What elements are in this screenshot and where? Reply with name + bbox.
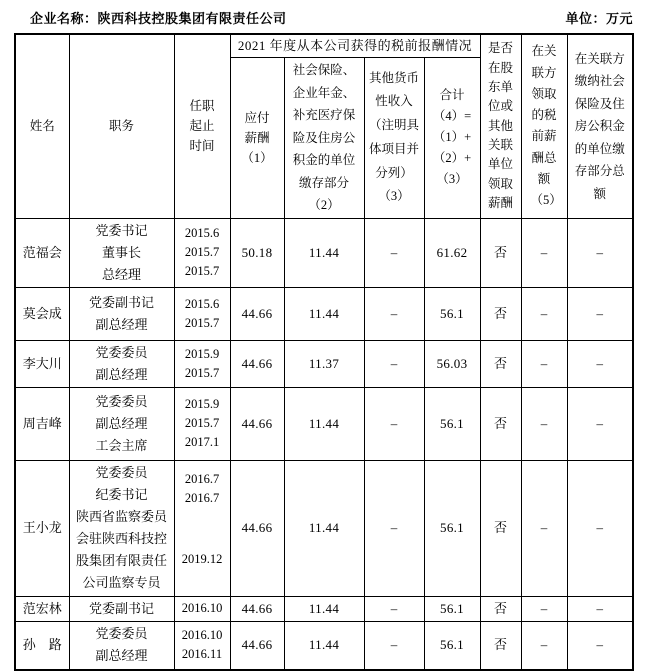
cell-total: 61.62: [424, 218, 480, 287]
cell-shareholder: 否: [480, 621, 521, 670]
cell-social: 11.44: [284, 287, 364, 340]
cell-positions: 党委副书记 副总经理: [69, 287, 174, 340]
cell-shareholder: 否: [480, 460, 521, 596]
cell-social: 11.44: [284, 621, 364, 670]
cell-pay: 44.66: [230, 596, 284, 621]
cell-pay: 44.66: [230, 387, 284, 460]
header-related-social: 在关联方缴纳社会保险及住房公积金的单位缴存部分总额: [567, 34, 633, 218]
cell-social: 11.44: [284, 218, 364, 287]
page-header: [30, 8, 633, 27]
cell-related-social: –: [567, 621, 633, 670]
cell-related-pay: –: [521, 596, 567, 621]
table-row: [15, 218, 633, 287]
cell-social: 11.44: [284, 387, 364, 460]
cell-dates: 2016.7 2016.7 2019.12: [174, 460, 230, 596]
cell-other: –: [364, 218, 424, 287]
table-row: [15, 287, 633, 340]
cell-dates: 2016.10: [174, 596, 230, 621]
cell-related-social: –: [567, 340, 633, 387]
table-row: [15, 596, 633, 621]
cell-pay: 50.18: [230, 218, 284, 287]
cell-name: 孙 路: [15, 621, 69, 670]
cell-related-pay: –: [521, 460, 567, 596]
unit-label: 单位：万元: [565, 11, 633, 26]
cell-pay: 44.66: [230, 621, 284, 670]
cell-name: 周吉峰: [15, 387, 69, 460]
cell-related-pay: –: [521, 340, 567, 387]
table-header: [15, 34, 633, 218]
cell-name: 范福会: [15, 218, 69, 287]
cell-other: –: [364, 596, 424, 621]
cell-related-pay: –: [521, 287, 567, 340]
cell-shareholder: 否: [480, 596, 521, 621]
cell-name: 王小龙: [15, 460, 69, 596]
header-related-pay: 在关联方领取的税前薪酬总额（5）: [521, 34, 567, 218]
cell-positions: 党委委员 副总经理 工会主席: [69, 387, 174, 460]
cell-shareholder: 否: [480, 387, 521, 460]
cell-dates: 2016.10 2016.11: [174, 621, 230, 670]
cell-total: 56.1: [424, 621, 480, 670]
cell-total: 56.1: [424, 287, 480, 340]
cell-positions: 党委委员 副总经理: [69, 340, 174, 387]
cell-dates: 2015.9 2015.7 2017.1: [174, 387, 230, 460]
cell-total: 56.1: [424, 387, 480, 460]
cell-name: 李大川: [15, 340, 69, 387]
cell-positions: 党委委员 副总经理: [69, 621, 174, 670]
cell-social: 11.37: [284, 340, 364, 387]
cell-positions: 党委书记 董事长 总经理: [69, 218, 174, 287]
table-row: [15, 340, 633, 387]
header-social-insurance: 社会保险、企业年金、补充医疗保险及住房公积金的单位缴存部分（2）: [284, 58, 364, 219]
cell-related-pay: –: [521, 218, 567, 287]
cell-positions: 党委副书记: [69, 596, 174, 621]
cell-other: –: [364, 340, 424, 387]
cell-shareholder: 否: [480, 287, 521, 340]
table-row: [15, 460, 633, 596]
cell-related-pay: –: [521, 387, 567, 460]
header-tenure: 任职 起止 时间: [174, 34, 230, 218]
cell-name: 范宏林: [15, 596, 69, 621]
company-name-label: 企业名称：陕西科技控股集团有限责任公司: [30, 11, 287, 26]
cell-name: 莫会成: [15, 287, 69, 340]
cell-dates: 2015.6 2015.7 2015.7: [174, 218, 230, 287]
cell-pay: 44.66: [230, 287, 284, 340]
cell-other: –: [364, 621, 424, 670]
cell-related-social: –: [567, 218, 633, 287]
cell-social: 11.44: [284, 596, 364, 621]
cell-other: –: [364, 287, 424, 340]
cell-related-social: –: [567, 287, 633, 340]
cell-pay: 44.66: [230, 460, 284, 596]
header-name: 姓名: [15, 34, 69, 218]
cell-total: 56.1: [424, 596, 480, 621]
cell-total: 56.03: [424, 340, 480, 387]
cell-other: –: [364, 387, 424, 460]
cell-related-pay: –: [521, 621, 567, 670]
cell-positions: 党委委员 纪委书记 陕西省监察委员会驻陕西科技控股集团有限责任公司监察专员: [69, 460, 174, 596]
cell-shareholder: 否: [480, 218, 521, 287]
header-shareholder: 是否在股东单位或其他关联单位领取薪酬: [480, 34, 521, 218]
header-other-income: 其他货币性收入（注明具体项目并分列）（3）: [364, 58, 424, 219]
salary-table: [14, 33, 634, 671]
table-row: [15, 387, 633, 460]
cell-other: –: [364, 460, 424, 596]
cell-pay: 44.66: [230, 340, 284, 387]
header-year-span: 2021 年度从本公司获得的税前报酬情况: [230, 34, 480, 58]
header-position: 职务: [69, 34, 174, 218]
cell-related-social: –: [567, 460, 633, 596]
cell-related-social: –: [567, 387, 633, 460]
header-total: 合计 （4）= （1）+ （2）+ （3）: [424, 58, 480, 219]
cell-dates: 2015.6 2015.7: [174, 287, 230, 340]
cell-shareholder: 否: [480, 340, 521, 387]
cell-total: 56.1: [424, 460, 480, 596]
cell-social: 11.44: [284, 460, 364, 596]
header-payable-salary: 应付 薪酬 （1）: [230, 58, 284, 219]
table-body: [15, 218, 633, 670]
cell-related-social: –: [567, 596, 633, 621]
cell-dates: 2015.9 2015.7: [174, 340, 230, 387]
